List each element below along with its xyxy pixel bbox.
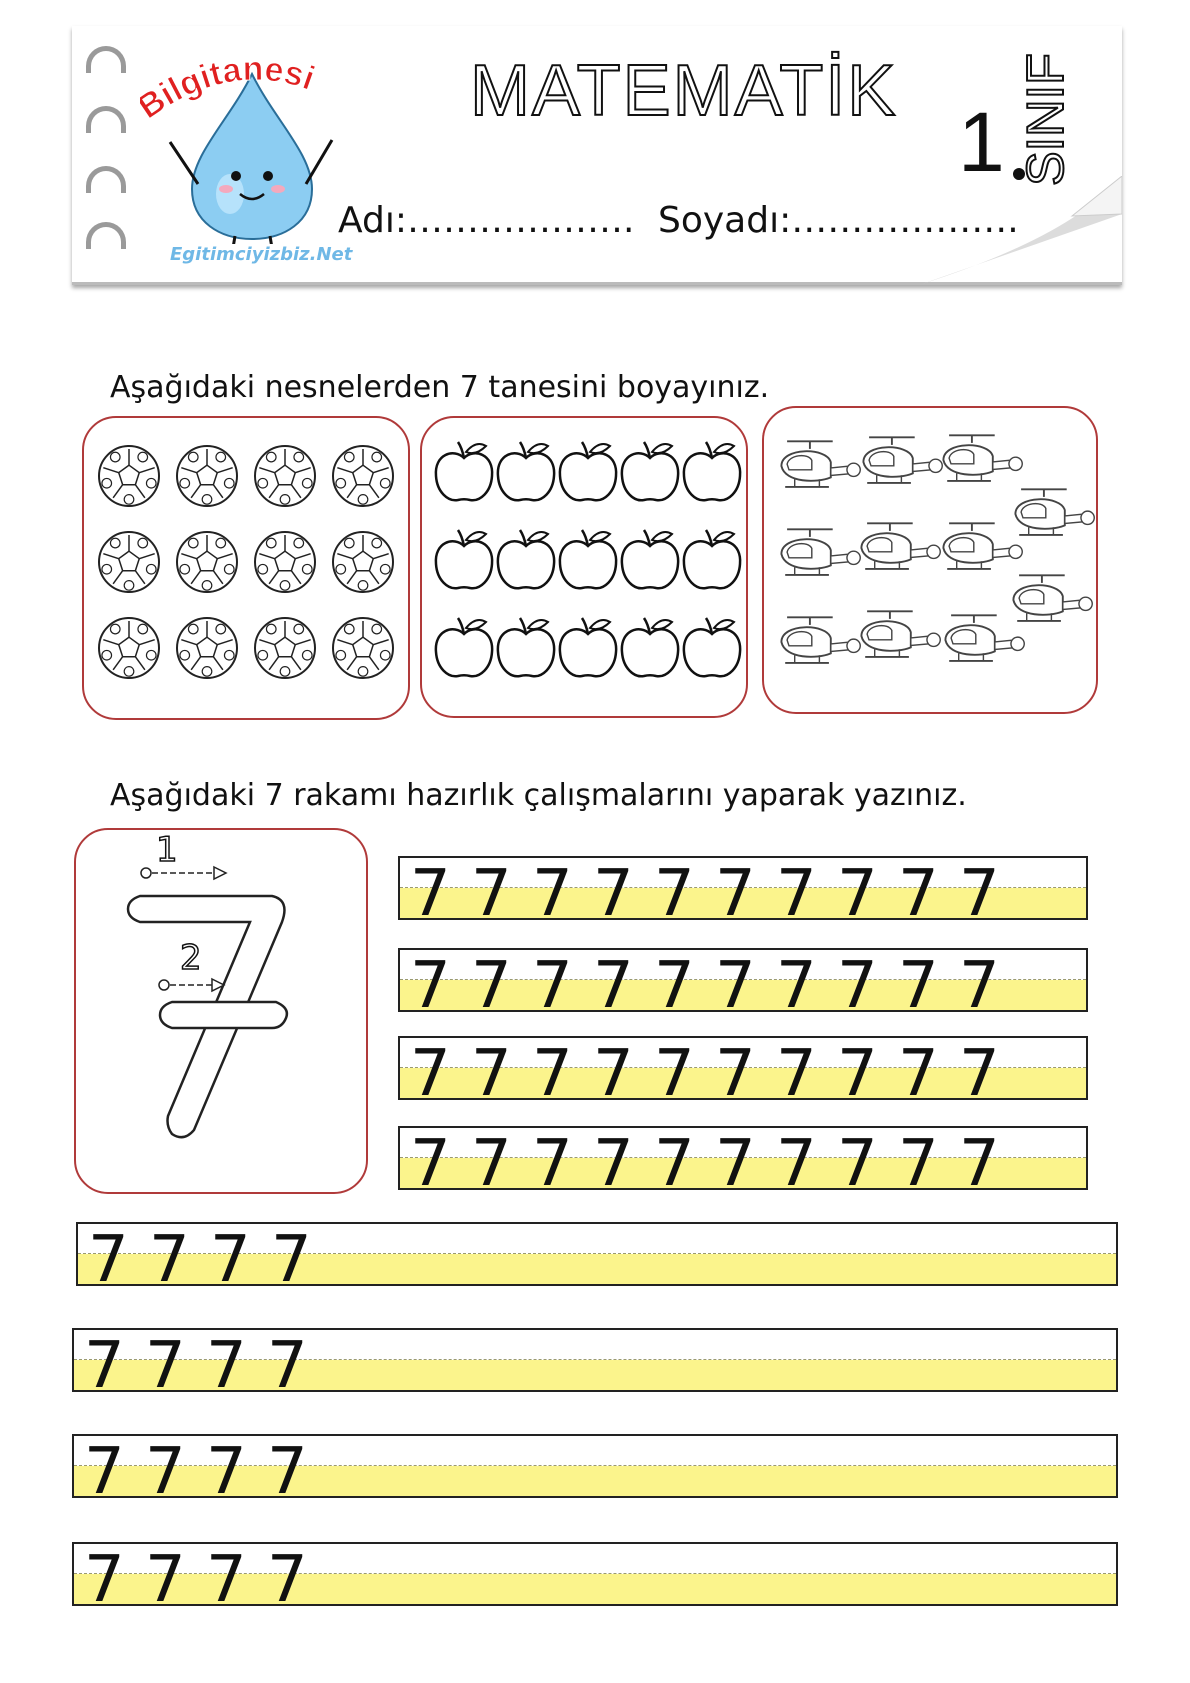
binder-ring-icon [86,46,126,73]
writing-row[interactable] [76,1222,1118,1286]
brand-name-text: ilgitanesi [153,50,320,114]
digit-seven: 7 [267,1435,308,1498]
digit-seven: 7 [410,1037,451,1100]
writing-row[interactable] [398,948,1088,1012]
stroke-label-2: 2 [180,938,202,978]
football-icon[interactable] [177,618,237,678]
digit-seven: 7 [898,949,939,1012]
football-group-box[interactable] [82,416,410,720]
apple-icon[interactable] [436,618,492,676]
binder-ring-icon [86,222,126,249]
digit-seven: 7 [593,949,634,1012]
surname-field[interactable]: Soyadı:………………. [658,200,1019,241]
digit-seven: 7 [898,1037,939,1100]
digit-seven: 7 [898,857,939,920]
digit-seven: 7 [410,949,451,1012]
digit-seven: 7 [776,1037,817,1100]
digit-seven: 7 [837,857,878,920]
writing-row[interactable] [72,1328,1118,1392]
helicopter-icon[interactable] [781,441,860,487]
helicopter-icon[interactable] [861,611,940,657]
digit-seven: 7 [206,1435,247,1498]
apple-icon[interactable] [498,442,554,500]
grade-word-wrap [1017,30,1090,190]
digit-seven: 7 [837,949,878,1012]
football-icon[interactable] [333,532,393,592]
instruction-color-objects: Aşağıdaki nesnelerden 7 tanesini boyayınız. [110,370,770,405]
digit-seven: 7 [959,1037,1000,1100]
svg-text:Bilgitanesi [140,50,319,126]
football-icon[interactable] [99,618,159,678]
helicopter-icon[interactable] [943,435,1022,481]
binder-ring-icon [86,106,126,133]
apple-icon[interactable] [498,530,554,588]
digit-seven: 7 [654,1127,695,1190]
helicopter-icon[interactable] [1015,489,1094,535]
apple-icon[interactable] [622,618,678,676]
digit-seven: 7 [715,857,756,920]
binder-ring-icon [86,166,126,193]
digit-seven: 7 [471,1037,512,1100]
seven-outline-icon [76,830,366,1192]
grade-number: 1 [958,95,1005,189]
writing-row[interactable] [72,1434,1118,1498]
digit-seven: 7 [84,1329,125,1392]
helicopter-icon[interactable] [1013,575,1092,621]
digit-seven: 7 [84,1435,125,1498]
digit-seven: 7 [959,949,1000,1012]
apple-icon[interactable] [498,618,554,676]
digit-seven: 7 [776,949,817,1012]
apple-group-box[interactable] [420,416,748,718]
helicopter-icon[interactable] [943,523,1022,569]
digit-seven: 7 [715,1037,756,1100]
apple-icon[interactable] [684,618,740,676]
digit-seven: 7 [410,1127,451,1190]
digit-seven: 7 [149,1223,190,1286]
helicopter-icon[interactable] [945,615,1024,661]
apple-icon[interactable] [684,530,740,588]
digit-seven: 7 [471,1127,512,1190]
writing-row[interactable] [398,856,1088,920]
football-icon[interactable] [255,446,315,506]
digit-seven: 7 [532,1127,573,1190]
digit-seven: 7 [471,949,512,1012]
digit-seven: 7 [532,949,573,1012]
football-icon[interactable] [177,532,237,592]
digit-seven: 7 [206,1329,247,1392]
apple-icon[interactable] [560,618,616,676]
football-icon[interactable] [333,446,393,506]
digit-seven: 7 [776,857,817,920]
digit-seven: 7 [715,1127,756,1190]
digit-seven: 7 [837,1037,878,1100]
digit-seven: 7 [410,857,451,920]
digit-seven: 7 [898,1127,939,1190]
digit-seven: 7 [145,1329,186,1392]
digit-seven: 7 [267,1329,308,1392]
apple-icon[interactable] [684,442,740,500]
digit-seven: 7 [532,857,573,920]
digit-seven: 7 [959,1127,1000,1190]
digit-seven: 7 [654,1037,695,1100]
apple-icon[interactable] [622,442,678,500]
digit-seven: 7 [959,857,1000,920]
digit-seven: 7 [654,857,695,920]
digit-seven: 7 [84,1543,125,1606]
apple-icon[interactable] [436,530,492,588]
football-icon[interactable] [255,618,315,678]
apple-icon[interactable] [436,442,492,500]
seven-tracing-box [74,828,368,1194]
football-icon[interactable] [99,532,159,592]
digit-seven: 7 [471,857,512,920]
helicopter-icon[interactable] [781,617,860,663]
digit-seven: 7 [654,949,695,1012]
helicopter-group-box[interactable] [762,406,1098,714]
brand-url: Egitimciyizbiz.Net [170,244,353,265]
digit-seven: 7 [593,1127,634,1190]
apple-icon[interactable] [560,530,616,588]
digit-seven: 7 [206,1543,247,1606]
helicopter-icon[interactable] [861,523,940,569]
writing-row[interactable] [72,1542,1118,1606]
digit-seven: 7 [715,949,756,1012]
digit-seven: 7 [210,1223,251,1286]
digit-seven: 7 [88,1223,129,1286]
football-icon[interactable] [177,446,237,506]
stroke-label-1: 1 [156,830,178,870]
digit-seven: 7 [776,1127,817,1190]
apple-icon[interactable] [560,442,616,500]
grade-word: SINIF [1017,53,1075,186]
helicopter-icon[interactable] [863,437,942,483]
name-field[interactable]: Adı:………………. [338,200,635,241]
football-icon[interactable] [99,446,159,506]
writing-row[interactable] [398,1126,1088,1190]
digit-seven: 7 [837,1127,878,1190]
digit-seven: 7 [267,1543,308,1606]
helicopter-icon[interactable] [781,529,860,575]
digit-seven: 7 [145,1435,186,1498]
digit-seven: 7 [532,1037,573,1100]
writing-row[interactable] [398,1036,1088,1100]
digit-seven: 7 [271,1223,312,1286]
football-icon[interactable] [255,532,315,592]
page-title: MATEMATİK [470,51,898,131]
digit-seven: 7 [593,857,634,920]
digit-seven: 7 [145,1543,186,1606]
football-icon[interactable] [333,618,393,678]
brand-logo [140,50,370,114]
instruction-write-seven: Aşağıdaki 7 rakamı hazırlık çalışmalarını yaparak yazınız. [110,778,967,813]
apple-icon[interactable] [622,530,678,588]
digit-seven: 7 [593,1037,634,1100]
